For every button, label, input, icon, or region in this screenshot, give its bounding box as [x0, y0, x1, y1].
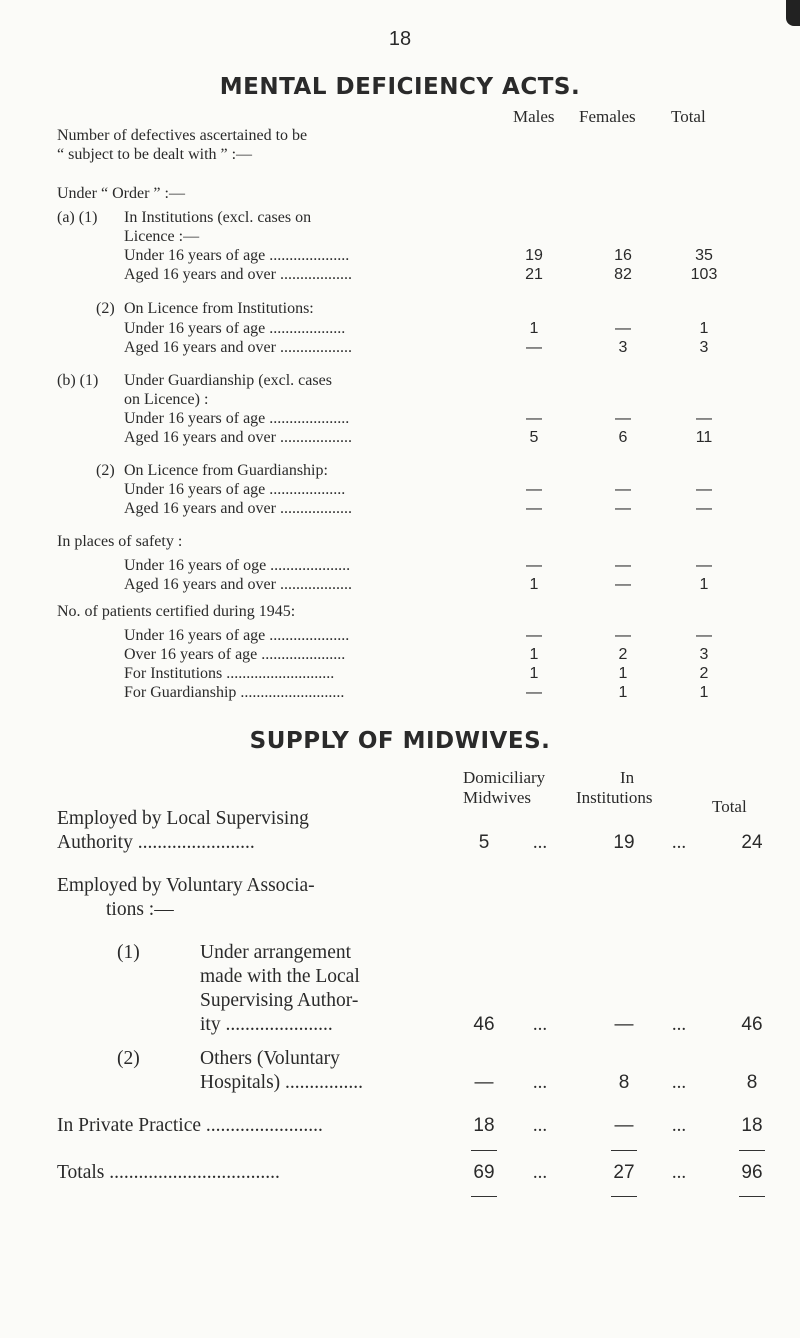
cell-domiciliary-total: 69: [473, 1162, 495, 1183]
cell-total: 103: [690, 266, 718, 283]
cell-males: —: [526, 500, 542, 517]
cell-total: 8: [746, 1072, 758, 1093]
column-header-institutions: Institutions: [576, 788, 653, 807]
b1-header-line-1: Under Guardianship (excl. cases: [124, 372, 332, 389]
column-header-females: Females: [579, 107, 636, 126]
cell-total: 11: [695, 429, 713, 446]
row-label: For Guardianship ..........................: [124, 684, 345, 701]
page-number: 18: [388, 28, 412, 50]
cell-females: —: [615, 557, 631, 574]
b1-header-line-2: on Licence) :: [124, 391, 209, 408]
cell-total: 3: [699, 646, 709, 663]
leader-dots: ...: [532, 1115, 548, 1136]
item1-line-2: made with the Local: [200, 966, 360, 987]
cell-males: —: [526, 684, 542, 701]
cell-total: 2: [699, 665, 709, 682]
a2-marker: (2): [96, 300, 115, 317]
cell-females: 1: [618, 684, 628, 701]
leader-dots: ...: [671, 1115, 687, 1136]
row-label: Under 16 years of age ....................: [124, 627, 350, 644]
cell-males: 5: [529, 429, 539, 446]
private-practice-label: In Private Practice ........................: [57, 1115, 323, 1136]
cell-females: 2: [618, 646, 628, 663]
cell-institutions: 8: [618, 1072, 630, 1093]
total-rule: [471, 1196, 497, 1197]
leader-dots: ...: [532, 1014, 548, 1035]
section-heading-midwives: SUPPLY OF MIDWIVES.: [249, 728, 551, 754]
leader-dots: ...: [671, 1162, 687, 1183]
cell-males: 1: [529, 646, 539, 663]
cell-total: 1: [699, 684, 709, 701]
row-label: Under 16 years of oge ....................: [124, 557, 351, 574]
b1-marker: (b) (1): [57, 372, 99, 389]
cell-total: 24: [741, 832, 763, 853]
column-header-total: Total: [671, 107, 706, 126]
column-header-midwives: Midwives: [463, 788, 531, 807]
column-header-domiciliary: Domiciliary: [463, 768, 546, 787]
row-label: Under 16 years of age ...................: [124, 320, 346, 337]
cell-total: —: [696, 500, 712, 517]
cell-grand-total: 96: [741, 1162, 763, 1183]
a1-header-line-2: Licence :—: [124, 228, 200, 245]
cell-domiciliary: 46: [473, 1014, 495, 1035]
cell-females: —: [615, 481, 631, 498]
cell-females: 82: [614, 266, 632, 283]
cell-females: 3: [618, 339, 628, 356]
cell-institutions: —: [614, 1014, 634, 1035]
row-label: Under 16 years of age ....................: [124, 410, 350, 427]
cell-total: —: [696, 627, 712, 644]
safety-header: In places of safety :: [57, 533, 183, 550]
cell-total: 1: [699, 320, 709, 337]
a1-marker: (a) (1): [57, 209, 98, 226]
cell-females: 1: [618, 665, 628, 682]
cell-females: —: [615, 320, 631, 337]
cell-total: 18: [741, 1115, 763, 1136]
cell-domiciliary: —: [474, 1072, 494, 1093]
row-label: For Institutions ...........................: [124, 665, 335, 682]
row-label: Aged 16 years and over ..................: [124, 339, 352, 356]
leader-dots: ...: [671, 1072, 687, 1093]
subtotal-rule: [739, 1150, 765, 1151]
certified-header: No. of patients certified during 1945:: [57, 603, 296, 620]
cell-males: 19: [525, 247, 543, 264]
row-label: Aged 16 years and over ..................: [124, 429, 352, 446]
b2-marker: (2): [96, 462, 115, 479]
item1-marker: (1): [117, 942, 140, 963]
leader-dots: ...: [532, 1162, 548, 1183]
column-header-total-midwives: Total: [712, 797, 747, 816]
row-label: Under 16 years of age ...................: [124, 481, 346, 498]
employed-voluntary-line-1: Employed by Voluntary Associa-: [57, 875, 315, 896]
cell-females: —: [615, 627, 631, 644]
total-rule: [611, 1196, 637, 1197]
cell-domiciliary: 5: [478, 832, 490, 853]
total-rule: [739, 1196, 765, 1197]
totals-label: Totals ...................................: [57, 1162, 280, 1183]
employed-voluntary-line-2: tions :—: [106, 899, 174, 920]
cell-females: —: [615, 576, 631, 593]
row-label: Under 16 years of age ....................: [124, 247, 350, 264]
cell-total: 1: [699, 576, 709, 593]
subtotal-rule: [611, 1150, 637, 1151]
intro-line-2: “ subject to be dealt with ” :—: [57, 146, 253, 163]
cell-total: —: [696, 557, 712, 574]
column-header-males: Males: [513, 107, 555, 126]
column-header-in: In: [620, 768, 635, 787]
cell-institutions: 19: [613, 832, 635, 853]
cell-males: —: [526, 627, 542, 644]
cell-males: 1: [529, 320, 539, 337]
a2-header: On Licence from Institutions:: [124, 300, 314, 317]
row-label: Over 16 years of age .....................: [124, 646, 346, 663]
leader-dots: ...: [671, 1014, 687, 1035]
cell-females: —: [615, 500, 631, 517]
item2-line-2: Hospitals) ................: [200, 1072, 364, 1093]
cell-total: 46: [741, 1014, 763, 1035]
cell-females: 16: [614, 247, 632, 264]
item1-line-3: Supervising Author-: [200, 990, 359, 1011]
cell-males: —: [526, 339, 542, 356]
cell-males: 21: [525, 266, 543, 283]
cell-males: —: [526, 481, 542, 498]
cell-total: 35: [695, 247, 713, 264]
row-label: Aged 16 years and over ..................: [124, 576, 352, 593]
cell-males: 1: [529, 665, 539, 682]
item2-line-1: Others (Voluntary: [200, 1048, 340, 1069]
item1-line-4: ity ......................: [200, 1014, 333, 1035]
subtotal-rule: [471, 1150, 497, 1151]
employed-local-line-1: Employed by Local Supervising: [57, 808, 309, 829]
leader-dots: ...: [671, 832, 687, 853]
cell-males: 1: [529, 576, 539, 593]
cell-males: —: [526, 410, 542, 427]
cell-total: —: [696, 410, 712, 427]
under-order-label: Under “ Order ” :—: [57, 185, 185, 202]
employed-local-line-2: Authority ........................: [57, 832, 255, 853]
section-heading-mental-deficiency: MENTAL DEFICIENCY ACTS.: [219, 74, 581, 100]
leader-dots: ...: [532, 1072, 548, 1093]
cell-males: —: [526, 557, 542, 574]
cell-institutions-total: 27: [613, 1162, 635, 1183]
a1-header-line-1: In Institutions (excl. cases on: [124, 209, 312, 226]
cell-females: —: [615, 410, 631, 427]
row-label: Aged 16 years and over ..................: [124, 266, 352, 283]
cell-total: 3: [699, 339, 709, 356]
cell-institutions: —: [614, 1115, 634, 1136]
cell-total: —: [696, 481, 712, 498]
leader-dots: ...: [532, 832, 548, 853]
intro-line-1: Number of defectives ascertained to be: [57, 127, 308, 144]
item1-line-1: Under arrangement: [200, 942, 352, 963]
cell-domiciliary: 18: [473, 1115, 495, 1136]
b2-header: On Licence from Guardianship:: [124, 462, 328, 479]
cell-females: 6: [618, 429, 628, 446]
item2-marker: (2): [117, 1048, 140, 1069]
row-label: Aged 16 years and over ..................: [124, 500, 352, 517]
page-corner-mark: [786, 0, 800, 26]
